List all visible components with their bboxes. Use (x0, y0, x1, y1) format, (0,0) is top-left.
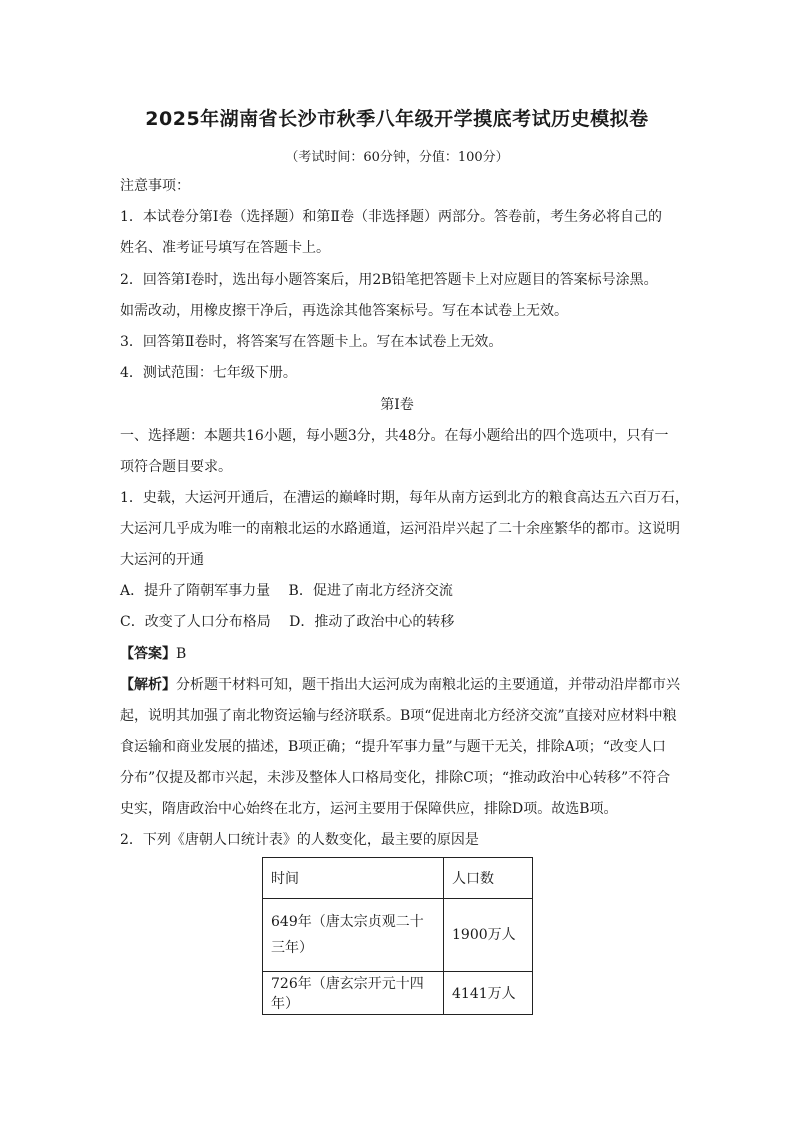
table-header-cell: 人口数 (444, 858, 533, 899)
answer-label: 【答案】 (120, 646, 176, 662)
analysis-line: 分布”仅提及都市兴起，未涉及整体人口格局变化，排除C项；“推动政治中心转移”不符合 (120, 770, 671, 786)
question-1-stem: 大运河几乎成为唯一的南粮北运的水路通道，运河沿岸兴起了二十余座繁华的都市。这说明 (120, 521, 680, 537)
document-title: 2025年湖南省长沙市秋季八年级开学摸底考试历史模拟卷 (145, 108, 649, 130)
exam-info: （考试时间：60分钟，分值：100分） (285, 150, 509, 165)
answer-value: B (176, 646, 187, 662)
table-row (263, 899, 533, 972)
question-1-stem: 1．史载，大运河开通后，在漕运的巅峰时期，每年从南方运到北方的粮食高达五六百万石， (120, 490, 689, 506)
note-line: 姓名、准考证号填写在答题卡上。 (120, 240, 330, 256)
question-1-analysis (120, 675, 680, 695)
analysis-line: 食运输和商业发展的描述，B项正确；“提升军事力量”与题干无关，排除A项；“改变人口 (120, 739, 666, 755)
section-intro: 一、选择题：本题共16小题，每小题3分，共48分。在每小题给出的四个选项中，只有一 (120, 428, 669, 444)
note-line: 2．回答第Ⅰ卷时，选出每小题答案后，用2B铅笔把答题卡上对应题目的答案标号涂黑。 (120, 272, 658, 288)
note-line: 如需改动，用橡皮擦干净后，再选涂其他答案标号。写在本试卷上无效。 (120, 303, 568, 319)
section-intro: 项符合题目要求。 (120, 459, 232, 475)
table-cell: 4141万人 (444, 972, 533, 1015)
note-line: 3．回答第Ⅱ卷时，将答案写在答题卡上。写在本试卷上无效。 (120, 334, 503, 350)
analysis-text: 分析题干材料可知，题干指出大运河成为南粮北运的主要通道，并带动沿岸都市兴 (176, 677, 680, 693)
table-row (263, 972, 533, 1015)
question-1-options-ab: A．提升了隋朝军事力量 B．促进了南北方经济交流 (120, 583, 453, 599)
note-line: 4．测试范围：七年级下册。 (120, 365, 297, 381)
analysis-line: 史实，隋唐政治中心始终在北方，运河主要用于保障供应，排除D项。故选B项。 (120, 801, 618, 817)
table-header-cell: 时间 (263, 858, 444, 899)
notes-heading: 注意事项： (120, 178, 190, 194)
question-1-answer (120, 644, 680, 664)
population-table (262, 857, 533, 1015)
table-cell: 726年（唐玄宗开元十四年） (263, 972, 444, 1015)
question-1-options-cd: C．改变了人口分布格局 D．推动了政治中心的转移 (120, 614, 455, 630)
question-1-stem: 大运河的开通 (120, 552, 204, 568)
table-cell: 1900万人 (444, 899, 533, 972)
section-title: 第Ⅰ卷 (380, 397, 414, 413)
note-line: 1．本试卷分第Ⅰ卷（选择题）和第Ⅱ卷（非选择题）两部分。答卷前，考生务必将自己的 (120, 209, 662, 225)
question-2-stem: 2．下列《唐朝人口统计表》的人数变化，最主要的原因是 (120, 832, 479, 848)
analysis-label: 【解析】 (120, 677, 176, 693)
table-header-row (263, 858, 533, 899)
analysis-line: 起，说明其加强了南北物资运输与经济联系。B项“促进南北方经济交流”直接对应材料中粮 (120, 708, 677, 724)
table-cell: 649年（唐太宗贞观二十三年） (263, 899, 444, 972)
